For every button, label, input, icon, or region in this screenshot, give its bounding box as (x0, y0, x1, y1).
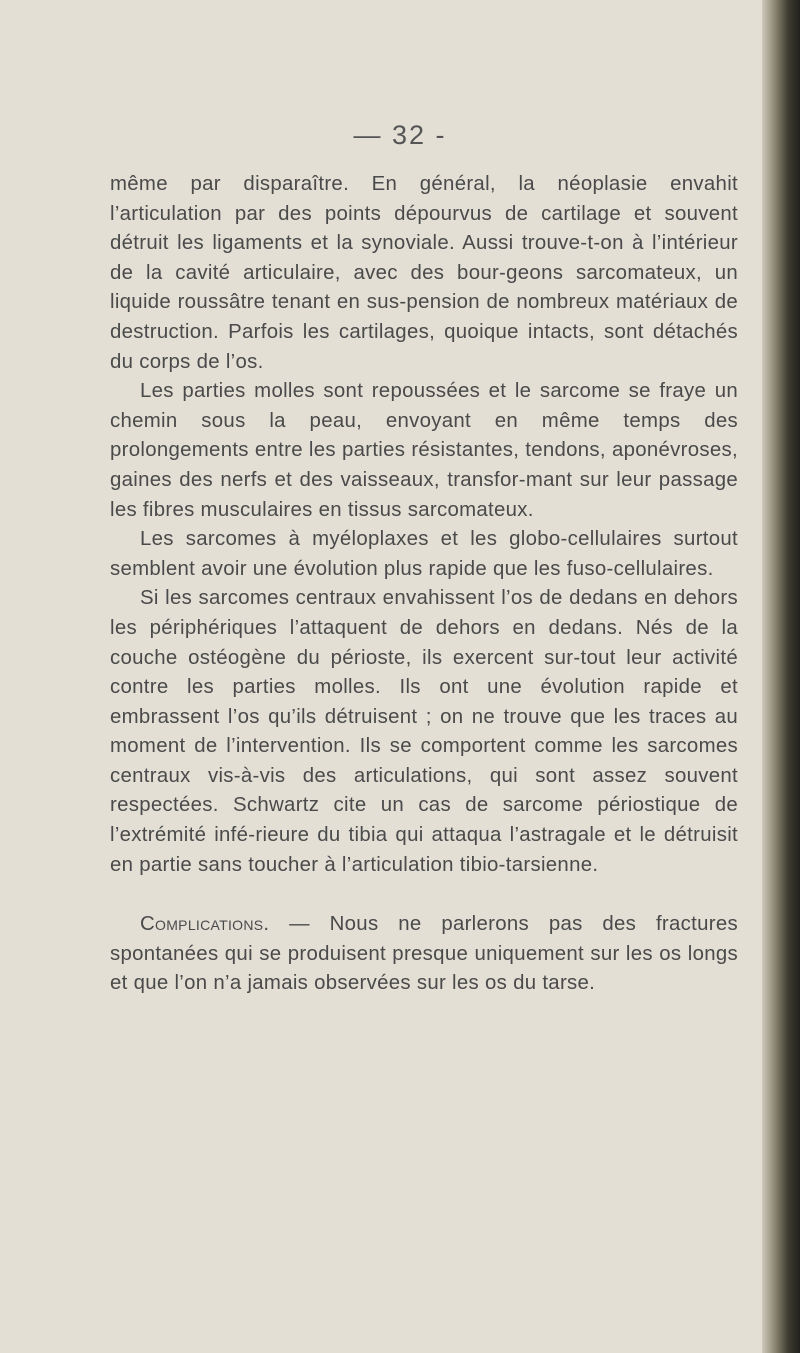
paragraph-2: Les parties molles sont repoussées et le sarcome se fraye un chemin sous la peau, envoyant en même temps des prolongements entre les parties résistantes, tendons, aponévroses, gaines des nerfs et des vaisseaux, transfor-mant sur leur passage les fibres musculaires en tissus sarcomateux. (110, 380, 738, 521)
paragraph-4: Si les sarcomes centraux envahissent l’os de dedans en dehors les périphériques l’attaquent de dehors en dedans. Nés de la couche ostéogène du périoste, ils exercent sur-tout leur activité contre les parties molles. Ils ont une évolution rapide et embrassent l’os qu’ils détruisent ; on ne trouve que les traces au moment de l’intervention. Ils se comportent comme les sarcomes centraux vis-à-vis des articulations, qui sont assez souvent respectées. Schwartz cite un cas de sarcome périostique de l’extrémité infé-rieure du tibia qui attaqua l’astragale et le détruisit en partie sans toucher à l’articulation tibio-tarsienne. (110, 587, 738, 876)
page-edge-shadow (762, 0, 800, 1353)
paragraph-1: même par disparaître. En général, la néoplasie envahit l’articulation par des points dépourvus de cartilage et souvent détruit les ligaments et la synoviale. Aussi trouve-t-on à l’intérieur de la cavité articulaire, avec des bour-geons sarcomateux, un liquide roussâtre tenant en sus-pension de nombreux matériaux de destruction. Parfois les cartilages, quoique intacts, sont détachés du corps de l’os. (110, 173, 738, 373)
complications-paragraph (110, 910, 738, 999)
complications-text: — Nous ne parlerons pas des fractures spontanées qui se produisent presque uniquement sur les os longs et que l’on n’a jamais observées sur les os du tarse. (110, 913, 738, 995)
body-text (110, 170, 738, 999)
section-heading: Complications. (140, 913, 270, 936)
paragraph-3: Les sarcomes à myéloplaxes et les globo-cellulaires surtout semblent avoir une évolution plus rapide que les fuso-cellulaires. (110, 528, 738, 580)
page-number: — 32 - (353, 120, 447, 150)
